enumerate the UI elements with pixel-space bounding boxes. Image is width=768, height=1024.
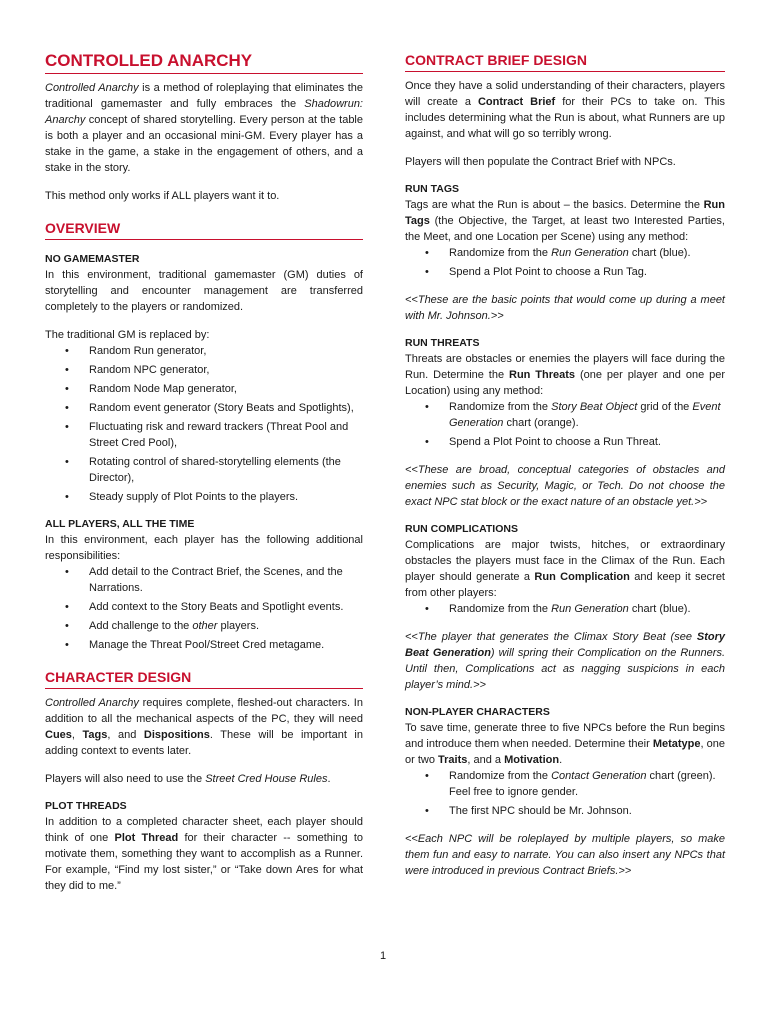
all-players-text: In this environment, each player has the following additional responsibilities: [45,534,363,562]
character-design-text [45,695,363,759]
text-run: Metatype [652,738,701,750]
list-item: • Rotating control of shared-storytelling elements (the Director), [89,454,363,486]
text-run: . [327,773,331,785]
run-threats-list [405,399,725,450]
run-tags-note: <<These are the basic points that would come up during a meet with Mr. Johnson.>> [405,294,725,322]
run-threats-text [405,351,725,399]
text-run: , [71,729,83,741]
run-tags-list [405,245,725,280]
street-cred-text [45,771,363,787]
text-run: and keep it secret from other players: [405,571,725,599]
text-run: Event Generation [449,401,721,429]
contract-brief-text [405,78,725,142]
text-run: Tags are what the Run is about – the basics. Determine the [405,199,704,211]
gm-replacement-list [45,343,363,505]
list-item [449,803,725,819]
text-run: Randomize from the [449,401,552,413]
responsibilities-list [45,564,363,653]
text-run: Threats are obstacles or enemies the players will face during the Run. Determine the [405,353,725,381]
list-item: • Random Run generator, [89,343,363,359]
overview-heading: OVERVIEW [45,218,363,240]
text-run: Contract Brief [477,96,556,108]
list-item: • Fluctuating risk and reward trackers (Threat Pool and Street Cred Pool), [89,419,363,451]
text-run: players. [217,620,260,632]
text-run: Once they have a solid understanding of their characters, players will create a [405,80,725,108]
run-tags-heading: RUN TAGS [405,183,460,195]
text-run: Motivation [504,754,560,766]
gm-replaced-text: The traditional GM is replaced by: [45,329,210,341]
run-complications-text [405,537,725,601]
list-item [449,601,725,617]
text-run: <<The player that generates the Climax Story Beat (see [405,631,697,643]
text-run: Randomize from the [449,603,552,615]
text-run: chart (green). Feel free to ignore gender. [449,770,716,798]
text-run: Run Generation [551,603,629,615]
text-run: for their PCs to take on. This includes determining what the Run is about, what Runners are up against, and what will go so terribly wrong. [405,96,725,140]
npc-note: <<Each NPC will be roleplayed by multiple players, so make them fun and easy to narrate. You can also insert any NPCs that were introduced in previous Contract Briefs.>> [405,833,725,877]
text-run: , and [107,729,144,741]
text-run: ) will spring their Complication on the Runners. Until then, Complications act as nagging suspicions in each player’s mind.>> [405,647,725,691]
list-item: • Random event generator (Story Beats and Spotlights), [89,400,363,416]
list-item [449,399,725,431]
text-run: Traits [438,754,468,766]
text-run: Spend a Plot Point to choose a Run Threat. [449,436,661,448]
text-run: Add challenge to the [89,620,193,632]
list-item [449,245,725,261]
list-item [89,564,363,596]
contract-brief-heading: CONTRACT BRIEF DESIGN [405,50,725,72]
text-run: Spend a Plot Point to choose a Run Tag. [449,266,647,278]
text-run: Complications are major twists, hitches, or extraordinary obstacles the players must face in the Climax of the Run. Each player should generate a [405,539,725,583]
character-design-heading: CHARACTER DESIGN [45,667,363,689]
npc-text [405,720,725,768]
list-item [449,768,725,800]
text-run: is a method of roleplaying that eliminates the traditional gamemaster and fully embraces the [45,82,363,110]
text-run: , one or two [405,738,726,766]
list-item: • Random NPC generator, [89,362,363,378]
text-run: The first NPC should be Mr. Johnson. [449,805,632,817]
text-run: chart (orange). [503,417,579,429]
text-run: (one per player and one per Location) using any method: [405,369,725,397]
intro-paragraph [45,80,363,176]
text-run: chart (blue). [628,247,691,259]
contract-brief-npcs: Players will then populate the Contract Brief with NPCs. [405,156,676,168]
text-run: grid of the [637,401,693,413]
left-column [45,44,363,906]
text-run: for their character -- something to motivate them, something they want to accomplish as a Runner. For example, “Find my lost sister,” or “Take down Ares for what they did to me.” [45,832,363,892]
right-column [405,44,725,891]
list-item: • Steady supply of Plot Points to the players. [89,489,363,505]
text-run: Dispositions [143,729,210,741]
run-tags-text [405,197,725,245]
page-number: 1 [380,950,387,962]
plot-threads-heading: PLOT THREADS [45,800,127,812]
text-run: Add detail to the Contract Brief, the Scenes, and the Narrations. [89,566,343,594]
text-run: Run Complication [534,571,630,583]
text-run: (the Objective, the Target, at least two Interested Parties, the Meet, and one Location per Scene) using any method: [405,215,725,243]
text-run: Plot Thread [114,832,179,844]
text-run: Street Cred House Rules [205,773,328,785]
run-threats-heading: RUN THREATS [405,337,480,349]
text-run: Randomize from the [449,247,552,259]
run-threats-note: <<These are broad, conceptual categories of obstacles and enemies such as Security, Magic, or Tech. Do not choose the exact NPC stat block or the exact nature of an obstacle yet.>> [405,464,725,508]
text-run: . These will be important in adding context to events later. [45,729,363,757]
run-complications-note [405,629,725,693]
run-complications-list [405,601,725,617]
text-run: chart (blue). [628,603,691,615]
text-run: Tags [82,729,108,741]
text-run: Shadowrun: Anarchy [45,98,363,126]
text-run: . [559,754,563,766]
text-run: Run Threats [509,369,576,381]
no-gamemaster-text: In this environment, traditional gamemaster (GM) duties of storytelling and encounter management are transferred completely to the players or randomized. [45,269,363,313]
text-run: Run Tags [405,199,725,227]
plot-threads-text [45,814,363,894]
npc-list [405,768,725,819]
list-item [89,637,363,653]
all-players-heading: ALL PLAYERS, ALL THE TIME [45,518,195,530]
text-run: Controlled Anarchy [45,82,139,94]
text-run: In addition to a completed character sheet, each player should think of one [45,816,363,844]
text-run: Story Beat Object [551,401,638,413]
no-gamemaster-heading: NO GAMEMASTER [45,253,140,265]
document-title: CONTROLLED ANARCHY [45,50,363,74]
text-run: concept of shared storytelling. Every person at the table is both a player and an occasional mini-GM. Every player has a stake in the game, a stake in the engagement of others, and a stake in the story. [45,114,363,174]
text-run: Randomize from the [449,770,552,782]
text-run: Story Beat Generation [405,631,725,659]
npc-heading: NON-PLAYER CHARACTERS [405,706,550,718]
list-item [89,599,363,615]
list-item [89,618,363,634]
text-run: other [192,620,218,632]
list-item: • Random Node Map generator, [89,381,363,397]
text-run: Contact Generation [551,770,647,782]
run-complications-heading: RUN COMPLICATIONS [405,523,518,535]
text-run: To save time, generate three to five NPCs before the Run begins and introduce them when needed. Determine their [405,722,725,750]
text-run: Manage the Threat Pool/Street Cred metagame. [89,639,325,651]
text-run: requires complete, fleshed-out characters. In addition to all the mechanical aspects of the PC, they will need [45,697,363,725]
text-run: Cues [45,729,72,741]
text-run: Players will also need to use the [45,773,206,785]
list-item [449,264,725,280]
list-item [449,434,725,450]
text-run: , and a [467,754,505,766]
text-run: Controlled Anarchy [45,697,139,709]
text-run: Add context to the Story Beats and Spotlight events. [89,601,344,613]
text-run: Run Generation [551,247,629,259]
intro-note: This method only works if ALL players want it to. [45,190,280,202]
